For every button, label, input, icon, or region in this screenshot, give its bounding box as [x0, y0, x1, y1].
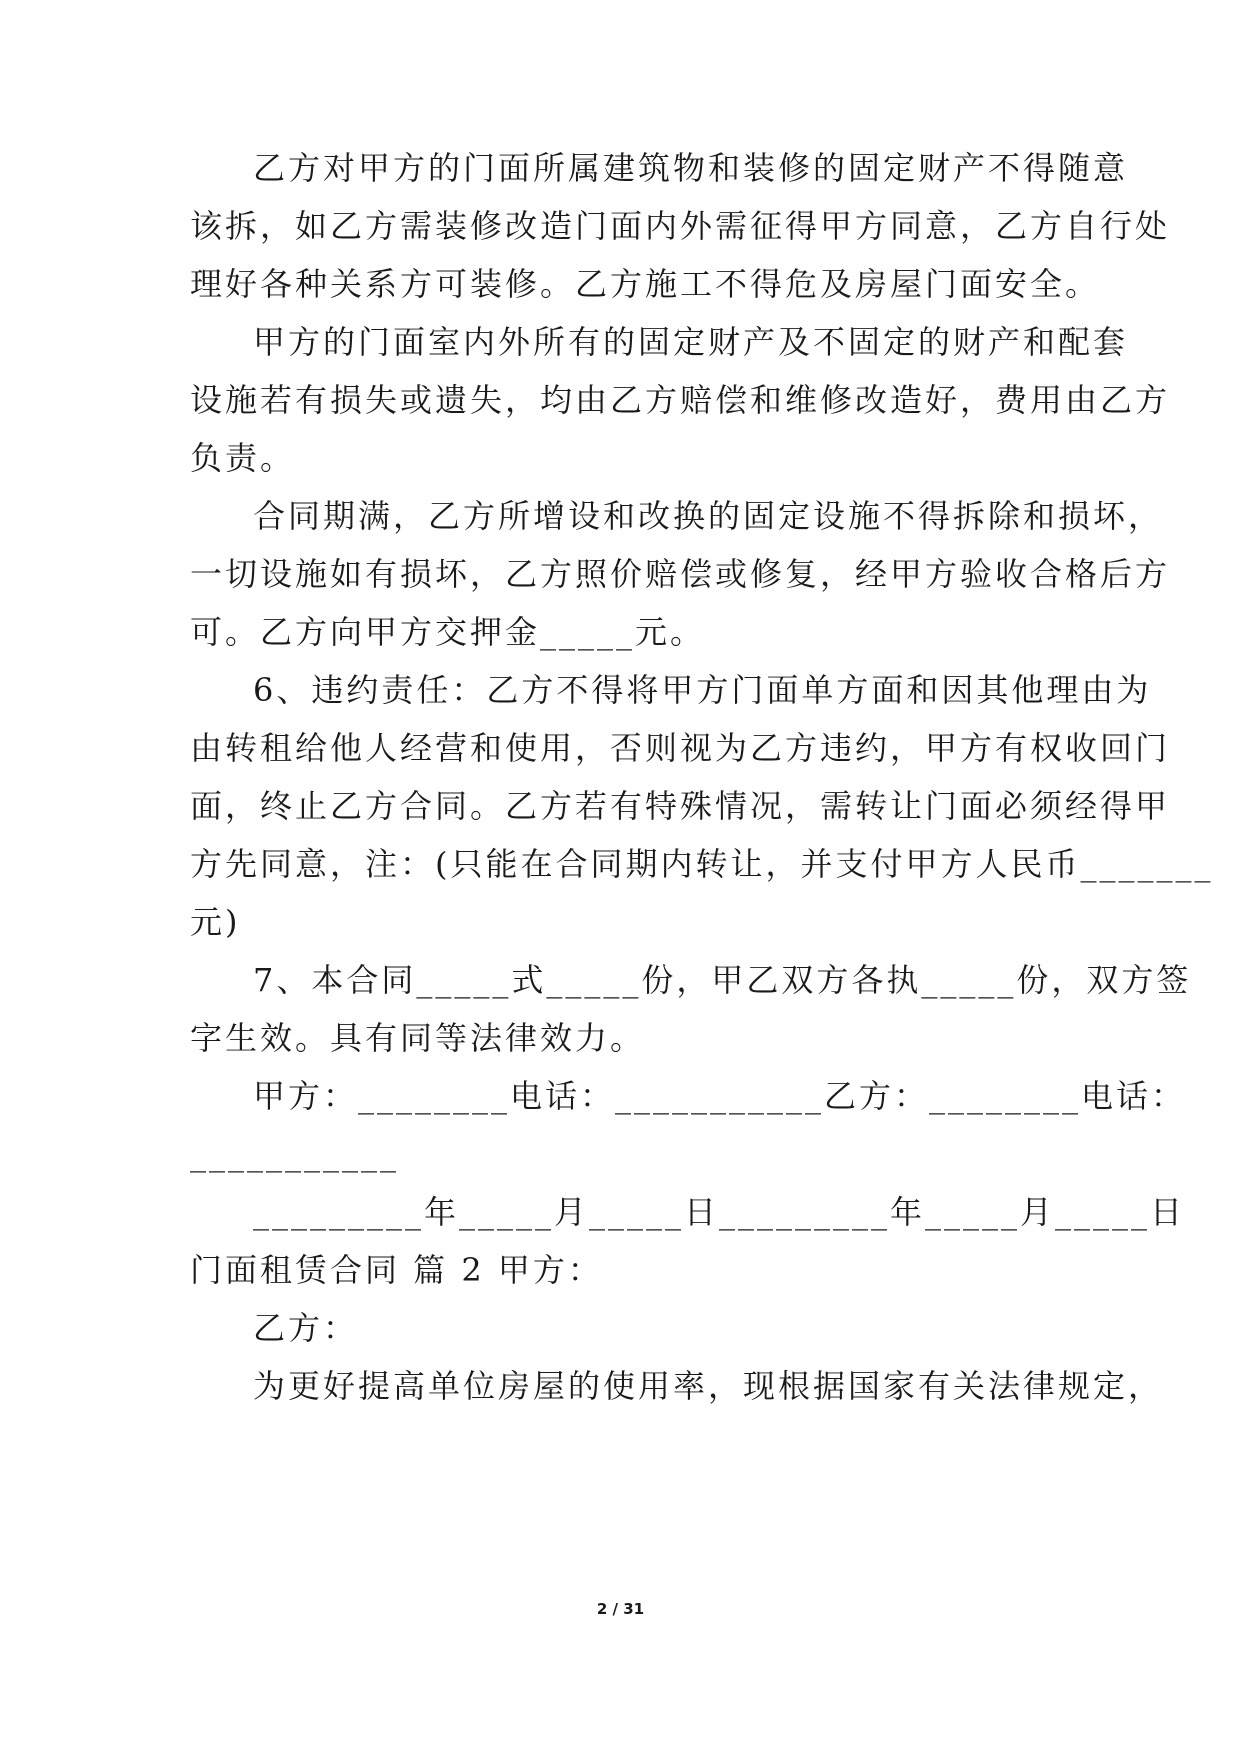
page-number: 2 / 31	[596, 1600, 645, 1618]
paragraph-line: 7、本合同_____式_____份，甲乙双方各执_____份，双方签	[253, 961, 1192, 999]
section-heading: 门面租赁合同 篇 2 甲方：	[190, 1251, 603, 1289]
paragraph-line: 字生效。具有同等法律效力。	[190, 1019, 646, 1057]
paragraph-line: 6、违约责任：乙方不得将甲方门面单方面和因其他理由为	[253, 671, 1152, 709]
paragraph-line: 乙方对甲方的门面所属建筑物和装修的固定财产不得随意	[253, 149, 1129, 187]
paragraph-line: 面，终止乙方合同。乙方若有特殊情况，需转让门面必须经得甲	[190, 787, 1171, 825]
paragraph-line: 甲方的门面室内外所有的固定财产及不固定的财产和配套	[253, 323, 1129, 361]
party-line: 乙方：	[253, 1309, 359, 1347]
paragraph-line: 理好各种关系方可装修。乙方施工不得危及房屋门面安全。	[190, 265, 1101, 303]
paragraph-line: 负责。	[190, 439, 296, 477]
paragraph-line: 由转租给他人经营和使用，否则视为乙方违约，甲方有权收回门	[190, 729, 1171, 767]
signature-line: 甲方：________电话：___________乙方：________电话：	[253, 1077, 1187, 1115]
paragraph-line: 该拆，如乙方需装修改造门面内外需征得甲方同意，乙方自行处	[190, 207, 1171, 245]
date-line: _________年_____月_____日_________年_____月_____日	[253, 1193, 1186, 1231]
paragraph-line: 设施若有损失或遗失，均由乙方赔偿和维修改造好，费用由乙方	[190, 381, 1171, 419]
paragraph-line: 元)	[190, 903, 241, 941]
paragraph-line: 方先同意，注：(只能在合同期内转让，并支付甲方人民币_______	[190, 845, 1214, 883]
paragraph-line: 可。乙方向甲方交押金_____元。	[190, 613, 706, 651]
paragraph-line: 合同期满，乙方所增设和改换的固定设施不得拆除和损坏，	[253, 497, 1164, 535]
paragraph-line: 为更好提高单位房屋的使用率，现根据国家有关法律规定，	[253, 1367, 1164, 1405]
paragraph-line: 一切设施如有损坏，乙方照价赔偿或修复，经甲方验收合格后方	[190, 555, 1171, 593]
signature-line: ___________	[190, 1135, 399, 1173]
